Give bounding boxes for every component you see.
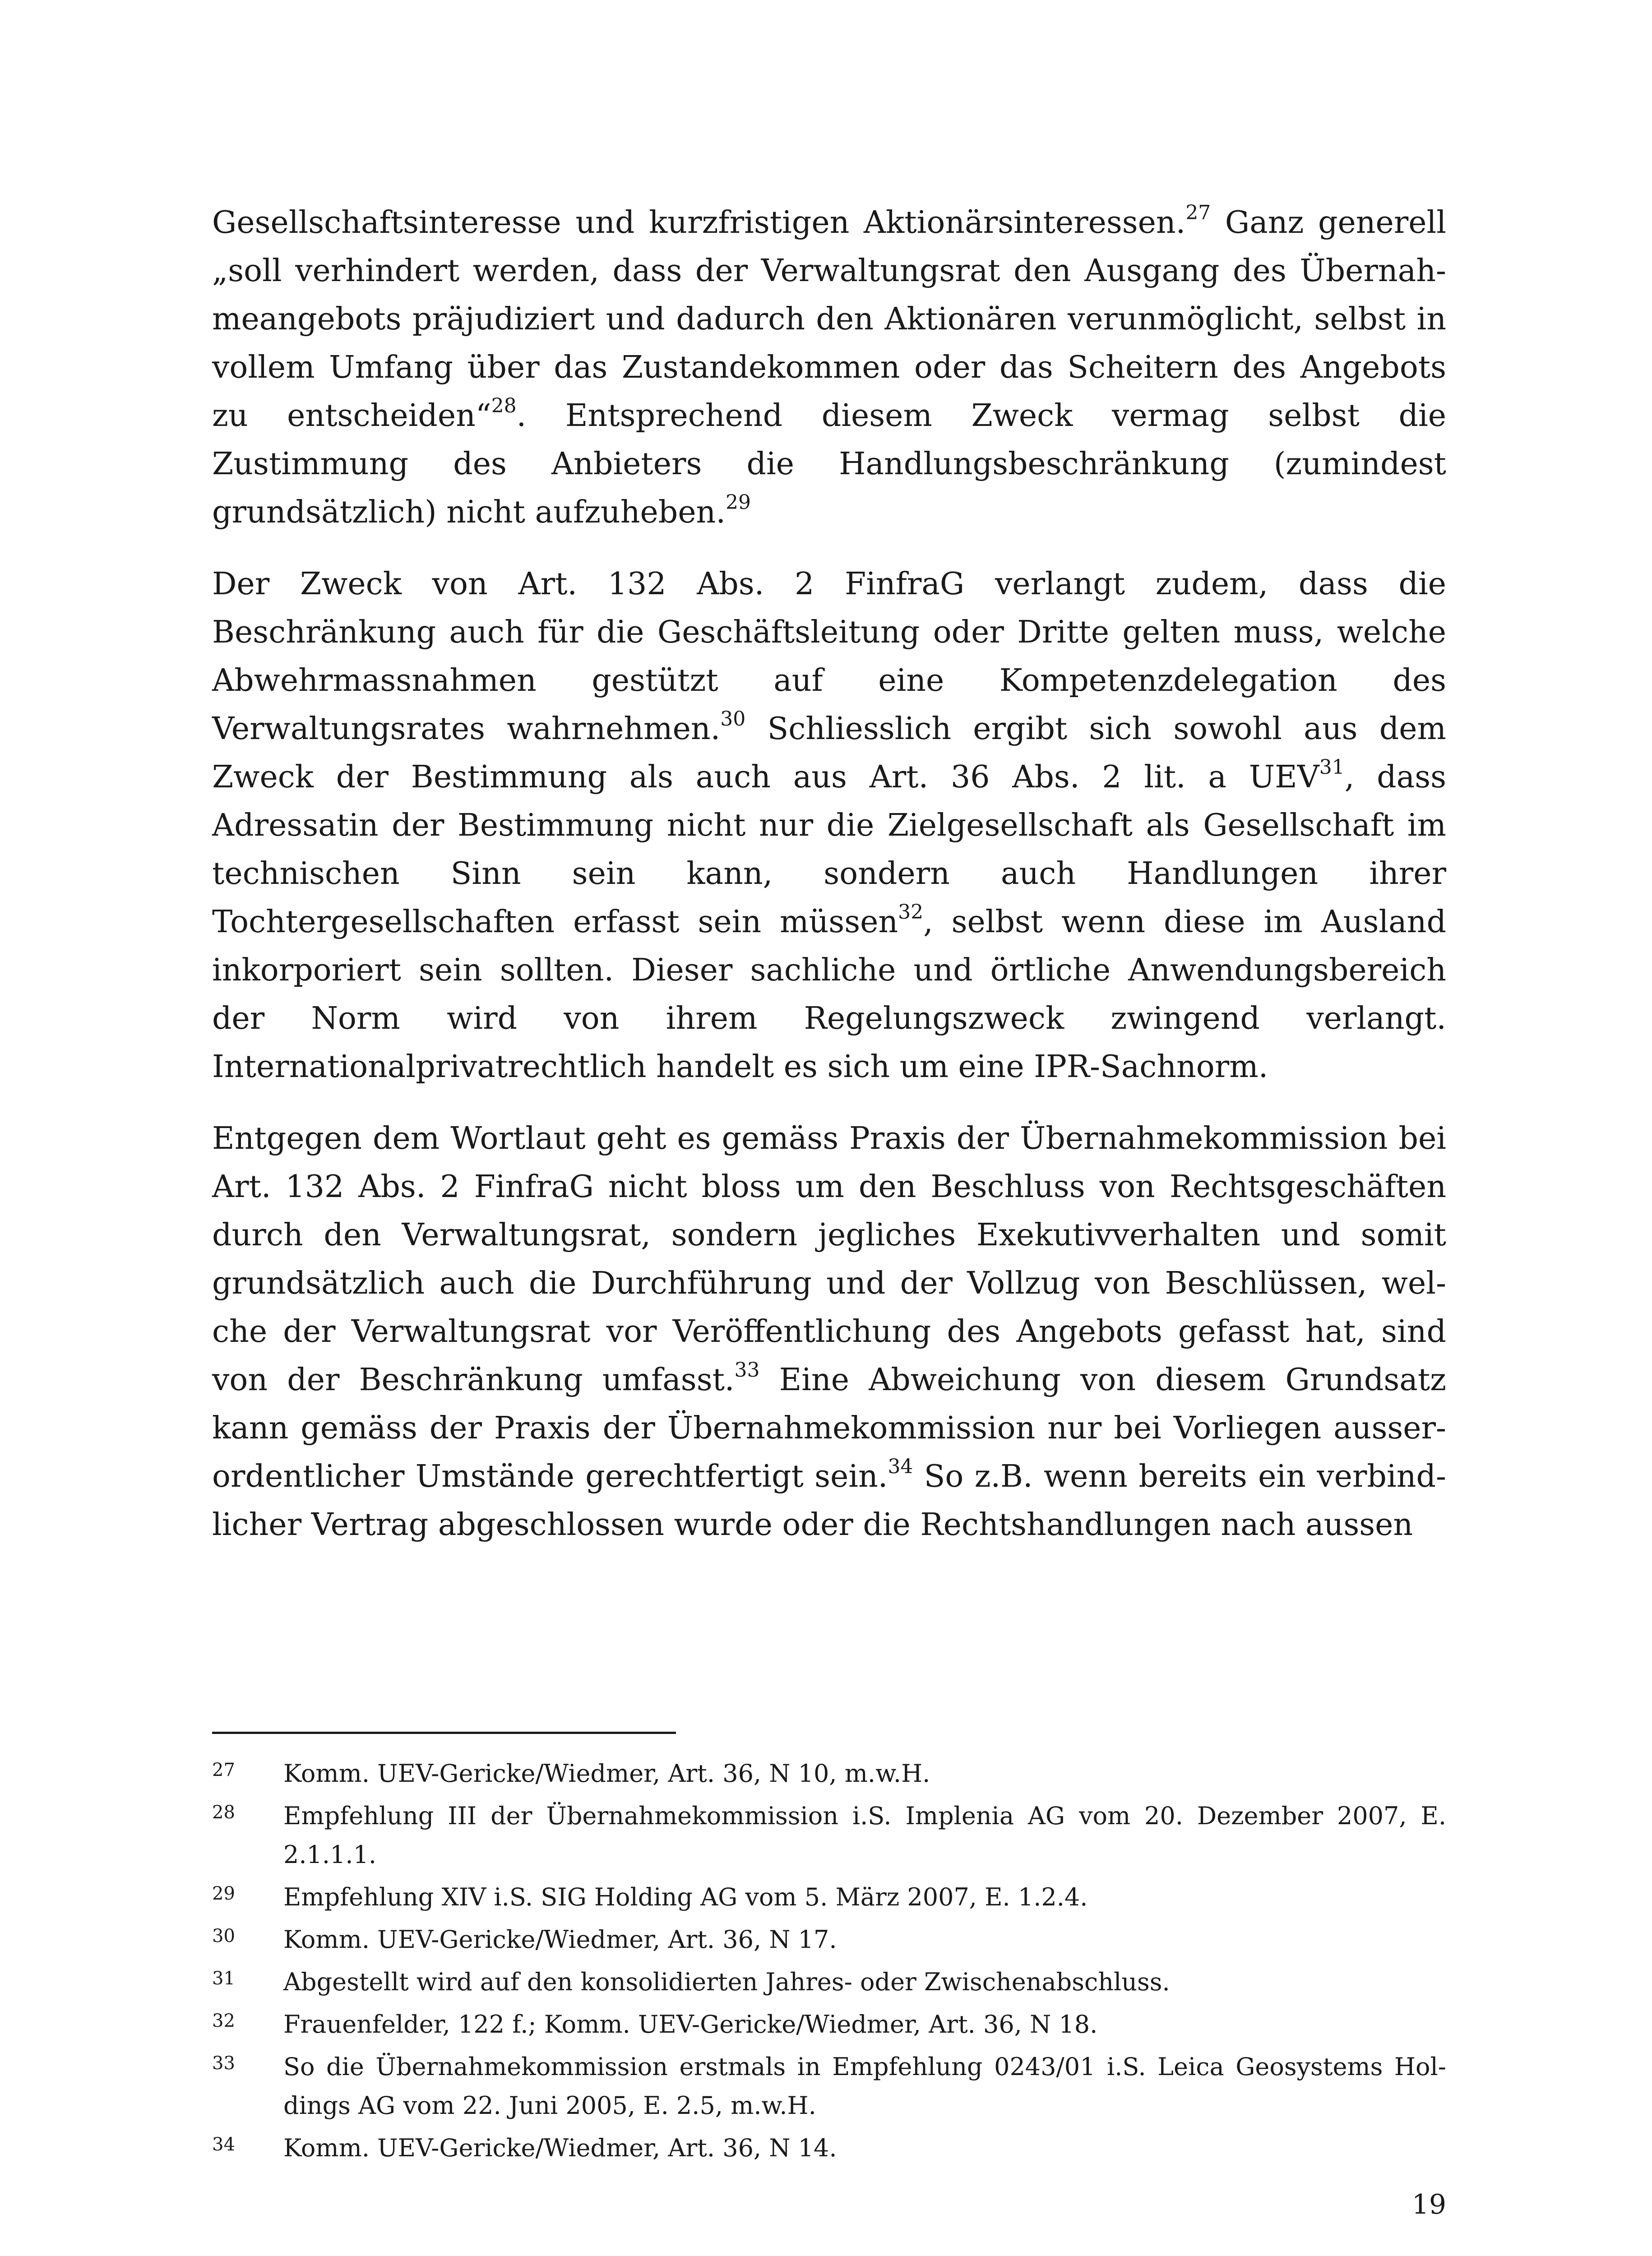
- text-segment: , dass Adressatin der Bestimmung nicht nur die Zielgesellschaft als Gesellschaft im technischen Sinn sein kann, sondern auch Handlungen ihrer Tochtergesellschaften erfasst sein müssen: [212, 759, 1446, 940]
- footnote-28: [212, 1797, 1446, 1874]
- footnote-ref-30[interactable]: 30: [720, 707, 746, 731]
- footnote-number: 33: [212, 2053, 235, 2074]
- footnote-ref-34[interactable]: 34: [888, 1455, 913, 1479]
- footnote-divider: [212, 1732, 676, 1734]
- footnote-number: 29: [212, 1883, 235, 1904]
- footnote-ref-27[interactable]: 27: [1185, 201, 1211, 225]
- text-segment: Gesellschaftsinteresse und kurzfristigen Aktionärsinteressen.: [212, 205, 1186, 240]
- footnote-ref-31[interactable]: 31: [1319, 756, 1345, 779]
- footnote-ref-28[interactable]: 28: [491, 394, 517, 418]
- paragraph-3: [212, 1114, 1446, 1549]
- text-segment: Schliesslich ergibt sich sowohl aus dem Zweck der Bestimmung als auch aus Art. 36 Abs. 2 lit. a UEV: [212, 711, 1446, 795]
- footnote-ref-29[interactable]: 29: [725, 491, 751, 514]
- text-segment: Der Zweck von Art. 132 Abs. 2 FinfraG verlangt zudem, dass die Beschränkung auch für die Geschäftsleitung oder Dritte gelten muss, welche Abwehrmassnahmen gestützt auf eine Kompetenzdelegation des Verwaltungsrates wahrnehmen.: [212, 566, 1446, 747]
- footnote-30: [212, 1920, 1446, 1959]
- footnote-31: [212, 1963, 1446, 2002]
- text-segment: So z.B. wenn bereits ein verbindlicher Vertrag abgeschlossen wurde oder die Rechtshandlungen nach aussen: [212, 1459, 1447, 1543]
- footnote-34: [212, 2129, 1446, 2168]
- footnote-number: 32: [212, 2011, 235, 2031]
- footnote-number: 34: [212, 2134, 235, 2155]
- text-segment: , selbst wenn diese im Ausland inkorporiert sein sollten. Dieser sachliche und örtliche Anwendungsbereich der Norm wird von ihrem Regelungszweck zwingend verlangt. Internationalprivatrechtlich handelt es sich um eine IPR-Sachnorm.: [212, 904, 1446, 1085]
- footnote-ref-32[interactable]: 32: [898, 901, 924, 924]
- page-number: 19: [1411, 2189, 1446, 2220]
- footnote-text: Empfehlung XIV i.S. SIG Holding AG vom 5. März 2007, E. 1.2.4.: [283, 1883, 1088, 1911]
- footnote-29: [212, 1878, 1446, 1917]
- footnote-text: Komm. UEV-Gericke/Wiedmer, Art. 36, N 17.: [283, 1925, 837, 1954]
- text-segment: Ganz generell „soll verhindert werden, dass der Verwaltungsrat den Ausgang des Übernahmeangebots präjudiziert und dadurch den Aktionären verunmöglicht, selbst in vollem Umfang über das Zustandekommen oder das Scheitern des Angebots zu entscheiden“: [212, 205, 1446, 434]
- body-text: [212, 199, 1446, 1572]
- footnote-33: [212, 2048, 1446, 2125]
- footnote-text: Abgestellt wird auf den konsolidierten Jahres- oder Zwischenabschluss.: [283, 1968, 1170, 1996]
- footnote-text: So die Übernahmekommission erstmals in Empfehlung 0243/01 i.S. Leica Geosystems Holdings AG vom 22. Juni 2005, E. 2.5, m.w.H.: [283, 2053, 1446, 2120]
- footnote-number: 28: [212, 1802, 235, 1823]
- footnote-ref-33[interactable]: 33: [734, 1359, 760, 1382]
- footnote-text: Komm. UEV-Gericke/Wiedmer, Art. 36, N 14.: [283, 2134, 837, 2162]
- text-segment: . Entsprechend diesem Zweck vermag selbst die Zustimmung des Anbieters die Handlungsbeschränkung (zumindest grundsätzlich) nicht aufzuheben.: [212, 398, 1446, 530]
- footnote-number: 30: [212, 1926, 235, 1946]
- footnote-27: [212, 1754, 1446, 1793]
- footnote-text: Komm. UEV-Gericke/Wiedmer, Art. 36, N 10, m.w.H.: [283, 1759, 930, 1788]
- paragraph-1: [212, 199, 1446, 536]
- text-segment: Entgegen dem Wortlaut geht es gemäss Praxis der Übernahmekommission bei Art. 132 Abs. 2 FinfraG nicht bloss um den Beschluss von Rechtsgeschäften durch den Verwaltungsrat, sondern jegliches Exekutivverhalten und somit grundsätzlich auch die Durchführung und der Vollzug von Beschlüssen, welche der Verwaltungsrat vor Veröffentlichung des Angebots gefasst hat, sind von der Beschränkung umfasst.: [212, 1121, 1446, 1398]
- footnote-text: Frauenfelder, 122 f.; Komm. UEV-Gericke/Wiedmer, Art. 36, N 18.: [283, 2010, 1098, 2039]
- text-segment: Eine Abweichung von diesem Grundsatz kann gemäss der Praxis der Übernahmekommission nur bei Vorliegen ausserordentlicher Umstände gerechtfertigt sein.: [212, 1362, 1446, 1494]
- paragraph-2: [212, 560, 1446, 1091]
- footnote-text: Empfehlung III der Übernahmekommission i.S. Implenia AG vom 20. Dezember 2007, E. 2.1.1.1.: [283, 1802, 1446, 1869]
- footnote-32: [212, 2005, 1446, 2044]
- footnotes: [212, 1754, 1446, 2171]
- footnote-number: 27: [212, 1760, 235, 1780]
- footnote-number: 31: [212, 1968, 235, 1989]
